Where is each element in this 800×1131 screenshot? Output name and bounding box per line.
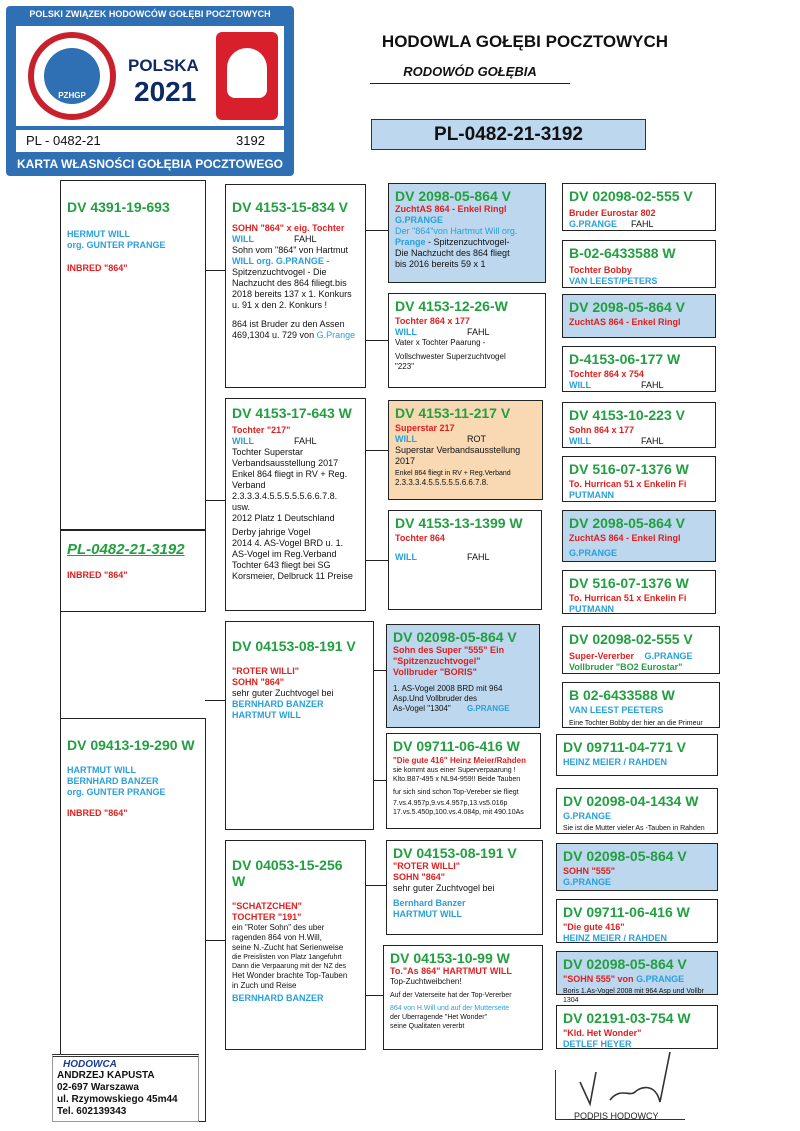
desc-text: die Preislisten von Platz 1angefuhrt (232, 954, 342, 961)
inbred-text: INBRED "864" (67, 263, 128, 273)
ring-number: DV 02098-05-864 V (393, 629, 517, 645)
desc-text: Enkel 864 fliegt in RV + Reg. (232, 469, 348, 479)
pedigree-box-g3-1 (225, 184, 366, 388)
connector (205, 700, 225, 701)
page-title: HODOWLA GOŁĘBI POCZTOWYCH (381, 32, 669, 51)
pedigree-box-g4-7 (386, 840, 543, 935)
card-inner (16, 26, 284, 126)
desc-text: Sohn 864 x 177 (569, 425, 635, 435)
owner-text: FAHL (294, 436, 317, 446)
ring-number: DV 2098-05-864 V (569, 299, 685, 315)
owner-text: WILL (232, 234, 254, 244)
desc-text: Superstar 217 (395, 423, 455, 433)
desc-text: Die Nachzucht des 864 fliegt (395, 248, 510, 258)
desc-text: AS-Vogel im Reg.Verband (232, 549, 337, 559)
ring-number: DV 4153-17-643 W (232, 405, 352, 421)
owner-text: G.PRANGE (569, 548, 618, 558)
desc-text: Verband (232, 480, 266, 490)
owner-text: G.PRANGE (563, 877, 612, 887)
desc-text: 2.3.3.3.4.5.5.5.5.5.6.6.7.8. (232, 491, 338, 501)
ring-number: DV 4153-13-1399 W (395, 515, 523, 531)
pedigree-box-g5-12 (556, 788, 718, 834)
desc-text: SOHN "555" (563, 866, 616, 876)
pedigree-box-g3-4 (225, 840, 366, 1050)
desc-text: 469,1304 u. 729 von (232, 330, 315, 340)
desc-text: As-Vogel "1304" (393, 704, 451, 713)
connector (366, 340, 388, 341)
owner-text: WILL (569, 380, 591, 390)
ring-number: DV 09711-06-416 W (393, 738, 520, 754)
pedigree-box-g5-13 (556, 843, 718, 891)
desc-text: 17.vs.5.450p,100.vs.4.084p, mit 490.10As (393, 809, 524, 816)
desc-text: Sohn des Super "555" Ein (393, 645, 505, 655)
desc-text: SOHN "864" (393, 872, 446, 882)
ring-number: DV 516-07-1376 W (569, 461, 689, 477)
desc-text: Nachzucht des 864 filiegt.bis (232, 278, 347, 288)
owner-text: org. GUNTER PRANGE (67, 787, 166, 797)
desc-text: "SOHN 555" von (563, 974, 634, 984)
ring-number: DV 02098-05-864 V (563, 956, 687, 972)
signature-label: PODPIS HODOWCY (574, 1111, 659, 1121)
desc-text: Het Wonder brachte Top-Tauben (232, 971, 348, 980)
owner-text: FAHL (641, 380, 664, 390)
desc-text: Sohn vom "864" von Hartmut (232, 245, 348, 255)
pedigree-box-g5-6 (562, 456, 716, 502)
desc-text: sehr guter Zuchtvogel bei (232, 688, 334, 698)
breeder-city: 02-697 Warszawa (57, 1082, 139, 1093)
desc-text: Top-Zuchtweibchen! (390, 977, 462, 986)
owner-text: G.PRANGE (395, 215, 444, 225)
owner-text: WILL (395, 434, 417, 444)
desc-text: 2012 Platz 1 Deutschland (232, 513, 335, 523)
connector (366, 885, 386, 886)
desc-text: "Spitzenzuchtvogel" (393, 656, 481, 666)
ring-number: DV 4391-19-693 (67, 199, 170, 215)
pedigree-box-g4-1 (388, 183, 546, 283)
pedigree-box-g4-3 (388, 400, 543, 500)
pedigree-box-g5-3 (562, 294, 716, 338)
owner-text: WILL (395, 552, 417, 562)
connector (374, 780, 386, 781)
desc-text: 1. AS-Vogel 2008 BRD mit 964 (393, 684, 503, 693)
ring-number: DV 2098-05-864 V (569, 515, 685, 531)
owner-text: G.PRANGE (563, 811, 612, 821)
connector (205, 500, 225, 501)
desc-text: usw. (232, 502, 251, 512)
desc-text: Sie ist die Mutter vieler As -Tauben in Rahden (563, 825, 705, 832)
card-year: 2021 (134, 76, 197, 107)
ring-number: D-4153-06-177 W (569, 351, 681, 367)
owner-text: FAHL (467, 327, 490, 337)
ring-number: DV 02098-02-555 V (569, 631, 693, 647)
desc-text: in Zuch und Reise (232, 981, 297, 990)
desc-text: Tochter 643 fliegt bei SG (232, 560, 331, 570)
pedigree-box-g4-5 (386, 624, 540, 728)
ring-number: DV 4153-10-223 V (569, 407, 685, 423)
card-bottom-title: KARTA WŁASNOŚCI GOŁĘBIA POCZTOWEGO (17, 157, 283, 171)
page-subtitle: RODOWÓD GOŁĘBIA (370, 64, 570, 84)
desc-text: seine N.-Zucht hat Serienweise (232, 943, 344, 952)
desc-text: Klto.B87-495 x NL94-959!! Beide Tauben (393, 776, 521, 783)
desc-text: "Die gute 416" (563, 922, 625, 932)
desc-text: ZuchtAS 864 - Enkel Ringl (569, 533, 681, 543)
owner-text: Prange (395, 237, 426, 247)
pedigree-box-g4-8 (383, 945, 543, 1050)
desc-text: ZuchtAS 864 - Enkel Ringl (395, 204, 507, 214)
ring-number: DV 516-07-1376 W (569, 575, 689, 591)
owner-text: WILL (232, 436, 254, 446)
owner-text: BERNHARD BANZER (67, 776, 159, 786)
desc-text: Vollschwester Superzuchtvogel (395, 352, 506, 361)
owner-text: Bernhard Banzer (393, 898, 466, 908)
signature-icon (560, 1042, 700, 1112)
ownership-card (6, 6, 294, 176)
owner-text: G.PRANGE (569, 219, 618, 229)
connector (366, 450, 388, 451)
pedigree-box-sire (60, 180, 206, 530)
desc-text: fur sich sind schon Top-Vereber sie fliegt (393, 789, 519, 796)
ring-number: DV 09711-04-771 V (563, 739, 686, 755)
connector (205, 270, 225, 271)
desc-text: Verbandsausstellung 2017 (232, 458, 339, 468)
ring-number: DV 02191-03-754 W (563, 1010, 691, 1026)
desc-text: Tochter 864 x 177 (395, 316, 470, 326)
ring-number: DV 04053-15-256 W (232, 857, 343, 889)
breeder-name: ANDRZEJ KAPUSTA (57, 1070, 155, 1081)
desc-text: Vollbruder "BO2 Eurostar" (569, 662, 683, 672)
pzhgp-logo-icon: PZHGP (28, 32, 116, 120)
ring-number: DV 04153-08-191 V (393, 845, 517, 861)
owner-text: VAN LEEST PEETERS (569, 705, 664, 715)
card-pl: PL - 0482-21 (26, 133, 101, 148)
desc-text: Tochter 864 (395, 533, 445, 543)
ring-number: DV 2098-05-864 V (395, 188, 511, 204)
owner-text: FAHL (641, 436, 664, 446)
desc-text: ZuchtAS 864 - Enkel Ringl (569, 317, 681, 327)
owner-text: FAHL (294, 234, 317, 244)
pedigree-box-g4-6 (386, 733, 541, 829)
inbred-text: INBRED "864" (67, 808, 128, 818)
desc-text: 2.3.3.3.4.5.5.5.5.5.6.6.7.8. (395, 478, 489, 487)
connector (60, 612, 61, 718)
desc-text: Bruder Eurostar 802 (569, 208, 656, 218)
owner-text: org. GUNTER PRANGE (67, 240, 166, 250)
pedigree-box-g5-15 (556, 951, 718, 1004)
desc-text: WILL org. G.PRANGE - (232, 256, 330, 266)
owner-text: G.PRANGE (636, 974, 685, 984)
desc-text: TOCHTER "191" (232, 912, 302, 922)
desc-text: Enkel 864 fliegt in RV + Reg.Verband (395, 470, 511, 477)
ring-number: DV 04153-08-191 V (232, 638, 356, 654)
owner-text: VAN LEEST/PETERS (569, 276, 658, 286)
owner-text: PUTMANN (569, 604, 614, 614)
desc-text: SOHN "864" x eig. Tochter (232, 223, 345, 233)
desc-text: sie kommt aus einer Superverpaarung ! (393, 767, 516, 774)
card-country: POLSKA (128, 56, 199, 75)
owner-text: BERNHARD BANZER (232, 993, 324, 1003)
desc-text: 2018 bereits 137 x 1. Konkurs (232, 289, 352, 299)
owner-text: HEINZ MEIER / RAHDEN (563, 757, 668, 767)
desc-text: der Uberragende "Het Wonder" (390, 1014, 488, 1021)
desc-text: Boris 1.As-Vogel 2008 mit 964 Asp und Vollbr 1304 (563, 988, 704, 1004)
pedigree-box-g5-8 (562, 570, 716, 614)
desc-text: Spitzenzuchtvogel - Die (232, 267, 327, 277)
connector (374, 670, 386, 671)
breeder-block (52, 1054, 199, 1122)
breeder-street: ul. Rzymowskiego 45m44 (57, 1094, 178, 1105)
ring-number: DV 4153-12-26-W (395, 298, 508, 314)
subject-ring: PL-0482-21-3192 (67, 541, 185, 558)
desc-text: 2017 (395, 456, 416, 466)
owner-text: G.PRANGE (466, 704, 510, 713)
desc-text: Vater x Tochter Paarung - (395, 338, 486, 347)
pedigree-box-g5-7 (562, 510, 716, 562)
pedigree-box-g5-4 (562, 346, 716, 392)
ring-number: DV 02098-04-1434 W (563, 793, 699, 809)
desc-text: Derby jahrige Vogel (232, 527, 311, 537)
owner-text: HEINZ MEIER / RAHDEN (563, 933, 668, 943)
connector (366, 230, 388, 231)
desc-text: "ROTER WILLI" (393, 861, 461, 871)
owner-text: ROT (467, 434, 486, 444)
desc-text: "Kld. Het Wonder" (563, 1028, 642, 1038)
connector (366, 560, 388, 561)
desc-text: Tochter Superstar (232, 447, 304, 457)
card-ring-row (16, 130, 284, 152)
pedigree-box-g4-4 (388, 510, 542, 610)
desc-text: To. Hurrican 51 x Enkelin Fi (569, 593, 687, 603)
desc-text: Vollbruder "BORIS" (393, 667, 477, 677)
pedigree-box-g5-1 (562, 183, 716, 231)
polish-eagle-icon (216, 32, 278, 120)
ring-number: B 02-6433588 W (569, 687, 675, 703)
pedigree-box-g3-2 (225, 398, 366, 611)
ring-number: DV 4153-11-217 V (395, 405, 511, 421)
owner-text: HERMUT WILL (67, 229, 130, 239)
pedigree-box-g5-2 (562, 240, 716, 288)
desc-text: u. 91 x den 2. Konkurs ! (232, 300, 328, 310)
owner-text: PUTMANN (569, 490, 614, 500)
ring-number: DV 4153-15-834 V (232, 199, 348, 215)
ring-number: DV 09711-06-416 W (563, 904, 690, 920)
inbred-text: INBRED "864" (67, 570, 128, 580)
desc-text: bis 2016 bereits 59 x 1 (395, 259, 486, 269)
desc-text: "223" (395, 362, 415, 371)
desc-text: Asp.Und Vollbruder des (393, 694, 478, 703)
owner-text: WILL (395, 327, 417, 337)
connector (205, 940, 225, 941)
desc-text: To."As 864" HARTMUT WILL (390, 966, 512, 976)
desc-text: "Die gute 416" Heinz Meier/Rahden (393, 756, 526, 765)
breeder-label: HODOWCA (63, 1059, 117, 1070)
desc-text: 864 ist Bruder zu den Assen (232, 319, 345, 329)
desc-text: Tochter 864 x 754 (569, 369, 644, 379)
desc-text: seine Qualitaten vererbt (390, 1023, 465, 1030)
desc-text: SOHN "864" (232, 677, 285, 687)
desc-text: Dann die Verpaarung mit der NZ des (232, 963, 347, 970)
desc-text: Super-Vererber (569, 651, 635, 661)
owner-text: BERNHARD BANZER (232, 699, 324, 709)
ring-number: B-02-6433588 W (569, 245, 676, 261)
pedigree-box-g5-9 (562, 626, 720, 674)
ring-number: DV 09413-19-290 W (67, 737, 195, 753)
desc-text: ein "Roter Sohn" des uber (232, 923, 325, 932)
pedigree-box-g3-3 (225, 621, 374, 830)
owner-text: HARTMUT WILL (232, 710, 301, 720)
desc-text: Auf der Vaterseite hat der Top-Vererber (390, 992, 512, 999)
ring-number: DV 02098-05-864 V (563, 848, 687, 864)
desc-text: Der "864"von Hartmut Will org. (395, 226, 518, 236)
pedigree-box-g5-11 (556, 734, 718, 776)
breeder-tel: Tel. 602139343 (57, 1106, 127, 1117)
pedigree-box-g5-5 (562, 402, 716, 448)
card-num: 3192 (236, 133, 265, 148)
desc-text: Korsmeier, Delbruck 11 Preise (232, 571, 353, 581)
pedigree-box-g4-2 (388, 293, 546, 388)
owner-text: G.PRANGE (644, 651, 693, 661)
desc-text: Tochter "217" (232, 425, 291, 435)
pedigree-box-g5-10 (562, 682, 720, 728)
main-ring-box: PL-0482-21-3192 (371, 119, 646, 150)
owner-text: FAHL (467, 552, 490, 562)
desc-text: Eine Tochter Bobby der hier an die Primeur (569, 720, 703, 727)
card-org: POLSKI ZWIĄZEK HODOWCÓW GOŁĘBI POCZTOWYCH (29, 9, 271, 19)
desc-text: Superstar Verbandsausstellung (395, 445, 521, 455)
desc-text: ragenden 864 von H.Will, (232, 933, 322, 942)
owner-text: HARTMUT WILL (67, 765, 136, 775)
owner-text: HARTMUT WILL (393, 909, 462, 919)
desc-text: Tochter Bobby (569, 265, 632, 275)
owner-text: DETLEF HEYER (563, 1039, 632, 1049)
pedigree-box-g5-14 (556, 899, 718, 943)
desc-text: - Spitzenzuchtvogel- (425, 237, 510, 247)
desc-text: sehr guter Zuchtvogel bei (393, 883, 495, 893)
owner-text: G.Prange (316, 330, 356, 340)
owner-text: WILL (569, 436, 591, 446)
ring-number: DV 04153-10-99 W (390, 950, 510, 966)
ring-number: DV 02098-02-555 V (569, 188, 693, 204)
desc-text: 7.vs.4.957p,9.vs.4.957p,13.vs5.016p (393, 800, 508, 807)
desc-text: "SCHATZCHEN" (232, 901, 302, 911)
owner-text: FAHL (631, 219, 654, 229)
pedigree-box-subject (60, 530, 206, 612)
desc-text: "ROTER WILLI" (232, 666, 300, 676)
desc-text: To. Hurrican 51 x Enkelin Fi (569, 479, 687, 489)
desc-text: 2014 4. AS-Vogel BRD u. 1. (232, 538, 344, 548)
desc-text: 864 von H.Will und auf der Mutterseite (390, 1005, 510, 1012)
